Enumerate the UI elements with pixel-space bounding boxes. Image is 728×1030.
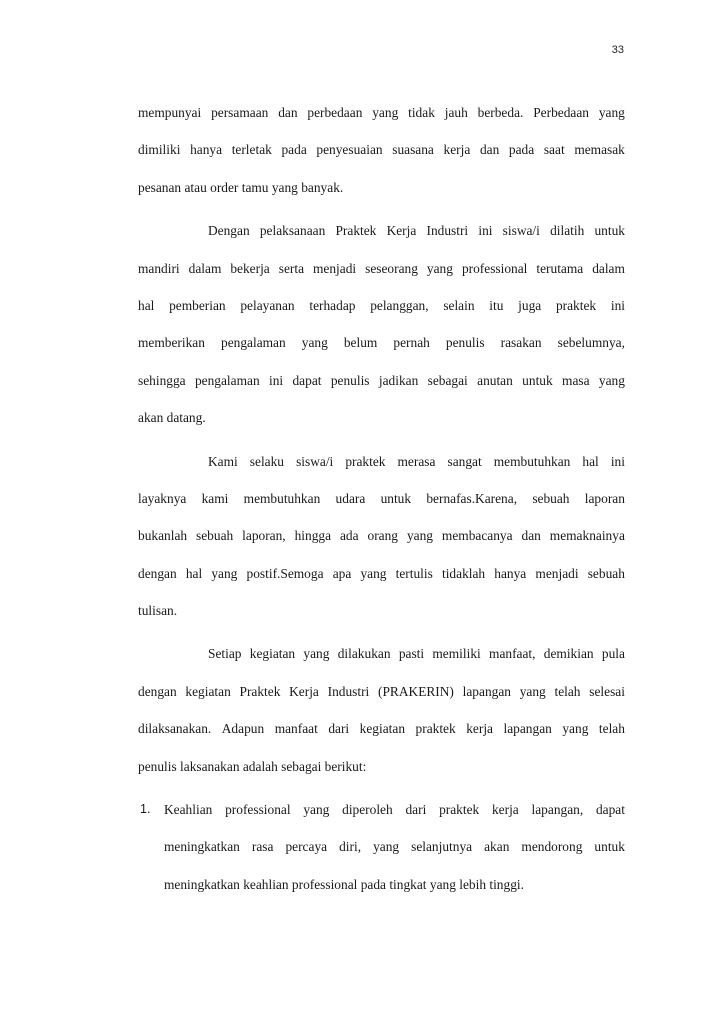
text-line: mandiri dalam bekerja serta menjadi seseorang yang professional terutama dalam [138, 260, 625, 276]
text-line: hal pemberian pelayanan terhadap pelanggan, selain itu juga praktek ini [138, 297, 625, 313]
text-line: Setiap kegiatan yang dilakukan pasti memiliki manfaat, demikian pula [208, 646, 625, 662]
text-line: sehingga pengalaman ini dapat penulis jadikan sebagai anutan untuk masa yang [138, 372, 625, 388]
text-line: dimiliki hanya terletak pada penyesuaian suasana kerja dan pada saat memasak [138, 142, 625, 158]
text-line: dengan kegiatan Praktek Kerja Industri (PRAKERIN) lapangan yang telah selesai [138, 683, 625, 699]
text-line: Dengan pelaksanaan Praktek Kerja Industri ini siswa/i dilatih untuk [208, 223, 625, 239]
list-item-line: meningkatkan keahlian professional pada tingkat yang lebih tinggi. [164, 876, 524, 892]
paragraph [138, 635, 625, 785]
list-marker: 1. [140, 802, 151, 817]
document-body [138, 94, 625, 903]
paragraphs [138, 94, 625, 785]
text-line: penulis laksanakan adalah sebagai berikut: [138, 758, 367, 774]
page-number: 33 [611, 44, 624, 56]
text-line: akan datang. [138, 410, 206, 426]
paragraph [138, 94, 625, 206]
list-item-line: meningkatkan rasa percaya diri, yang selanjutnya akan mendorong untuk [164, 839, 625, 855]
text-line: layaknya kami membutuhkan udara untuk bernafas.Karena, sebuah laporan [138, 490, 625, 506]
text-line: bukanlah sebuah laporan, hingga ada orang yang membacanya dan memaknainya [138, 528, 625, 544]
text-line: Kami selaku siswa/i praktek merasa sangat membutuhkan hal ini [208, 453, 625, 469]
paragraph [138, 443, 625, 630]
text-line: tulisan. [138, 603, 178, 619]
text-line: dengan hal yang postif.Semoga apa yang tertulis tidaklah hanya menjadi sebuah [138, 565, 625, 581]
text-line: pesanan atau order tamu yang banyak. [138, 179, 344, 195]
text-line: memberikan pengalaman yang belum pernah penulis rasakan sebelumnya, [138, 335, 625, 351]
paragraph [138, 212, 625, 436]
list-item-line: Keahlian professional yang diperoleh dari praktek kerja lapangan, dapat [164, 802, 625, 818]
text-line: mempunyai persamaan dan perbedaan yang tidak jauh berbeda. Perbedaan yang [138, 105, 625, 120]
list-item [138, 791, 625, 903]
numbered-list [138, 791, 625, 903]
text-line: dilaksanakan. Adapun manfaat dari kegiatan praktek kerja lapangan yang telah [138, 721, 625, 737]
